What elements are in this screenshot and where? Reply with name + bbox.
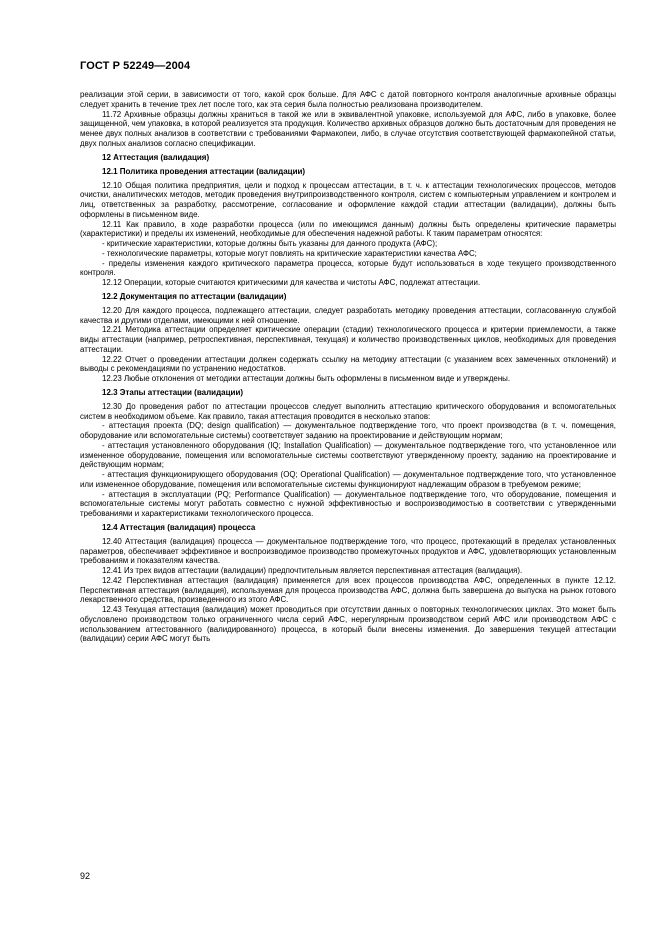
section-heading: 12.2 Документация по аттестации (валидации)	[102, 291, 287, 301]
page-number: 92	[80, 871, 91, 881]
paragraph: 12.30 До проведения работ по аттестации процессов следует выполнить аттестацию критического оборудования и вспомогательных систем в необходимом объеме. Как правило, такая аттестация проводится в несколько этапов:	[80, 401, 616, 421]
paragraph: 12.42 Перспективная аттестация (валидация) применяется для всех процессов производства АФС, определенных в пункте 12.12. Перспективная аттестация (валидация), используемая для процесса производства АФС, должна быть завершена до выпуска на рынок готового лекарственного средства, произведенного из этого АФС.	[80, 575, 616, 605]
paragraph: 12.43 Текущая аттестация (валидация) может проводиться при отсутствии данных о повторных технологических циклах. Это может быть обусловлено производством только ограниченного числа серий АФС, нерегулярным производством серий АФС или производством АФС с использованием аттестованного (валидированного) процесса, в который были внесены изменения. До завершения текущей аттестации (валидации) серии АФС могут быть	[80, 605, 616, 644]
paragraph: реализации этой серии, в зависимости от того, какой срок больше. Для АФС с датой повторного контроля аналогичные архивные образцы следует хранить в течение трех лет после того, как эта серия была полностью реализована производителем.	[80, 90, 616, 109]
paragraph: 12.12 Операции, которые считаются критическими для качества и чистоты АФС, подлежат аттестации.	[102, 278, 481, 287]
document-header: ГОСТ Р 52249—2004	[80, 60, 191, 72]
list-item: - пределы изменения каждого критического параметра процесса, которые будут использоваться в ходе текущего производственного контроля.	[80, 258, 616, 278]
list-item: - технологические параметры, которые могут повлиять на критические характеристики качества АФС;	[102, 248, 477, 258]
list-item: - аттестация в эксплуатации (PQ; Performance Qualification) — документальное подтверждение того, что оборудование, помещения и вспомогательные системы могут работать совместно с нужной эффективностью и воспроизводимостью в соответствии с утвержденными требованиями и характеристиками технологического процесса.	[80, 489, 616, 518]
section-heading: 12.3 Этапы аттестации (валидации)	[102, 387, 244, 397]
paragraph: 12.11 Как правило, в ходе разработки процесса (или по имеющимся данным) должны быть определены критические параметры (характеристики) и пределы их изменений, необходимые для обеспечения надежной работы. К таким параметрам относятся:	[80, 219, 616, 239]
paragraph: 12.22 Отчет о проведении аттестации должен содержать ссылку на методику аттестации (с указанием всех замеченных отклонений) и выводы с рекомендациями по устранению недостатков.	[80, 354, 616, 374]
list-item: - аттестация установленного оборудования (IQ; Installation Qualification) — документальное подтверждение того, что установленное или измененное оборудование, помещения или вспомогательные системы соответствуют утвержденному проекту, заданию на проектирование и действующим нормам;	[80, 440, 616, 470]
paragraph: 12.40 Аттестация (валидация) процесса — документальное подтверждение того, что процесс, протекающий в пределах установленных параметров, обеспечивает эффективное и воспроизводимое производство промежуточных продуктов и АФС, удовлетворяющих установленным требованиям и показателям качества.	[80, 536, 616, 566]
list-item: - аттестация проекта (DQ; design qualification) — документальное подтверждение того, что проект производства (в т. ч. помещения, оборудование или вспомогательные системы) соответствует заданию на проектирование и действующим нормам;	[80, 421, 616, 440]
paragraph: 11.72 Архивные образцы должны храниться в такой же или в эквивалентной упаковке, используемой для АФС, либо в упаковке, более защищенной, чем упаковка, в которой реализуется эта продукция. Количество архивных образцов должно быть достаточным для проведения не менее двух полных анализов в соответствии с требованиями Фармакопеи, либо, в случае отсутствия соответствующей фармакопейной статьи, двух полных анализов согласно спецификации.	[80, 109, 616, 148]
paragraph: 12.41 Из трех видов аттестации (валидации) предпочтительным является перспективная аттестация (валидация).	[102, 566, 523, 575]
section-heading: 12.4 Аттестация (валидация) процесса	[102, 522, 256, 532]
section-heading: 12.1 Политика проведения аттестации (валидации)	[102, 166, 306, 176]
section-heading: 12 Аттестация (валидация)	[102, 152, 210, 162]
paragraph: 12.21 Методика аттестации определяет критические операции (стадии) технологического процесса и критерии приемлемости, а также виды аттестации (например, ретроспективная, перспективная, текущая) и количество производственных циклов, необходимых для проведения аттестации.	[80, 325, 616, 354]
paragraph: 12.23 Любые отклонения от методики аттестации должны быть оформлены в письменном виде и утверждены.	[102, 374, 511, 383]
document-body	[80, 90, 616, 644]
list-item: - критические характеристики, которые должны быть указаны для данного продукта (АФС);	[102, 239, 438, 248]
list-item: - аттестация функционирующего оборудования (OQ; Operational Qualification) — документальное подтверждение того, что установленное или измененное оборудование, помещения или вспомогательные системы функционируют надлежащим образом в требуемом режиме;	[80, 470, 616, 489]
paragraph: 12.20 Для каждого процесса, подлежащего аттестации, следует разработать методику проведения аттестации, согласованную службой качества и другими отделами, имеющими к ней отношение.	[80, 305, 616, 325]
paragraph: 12.10 Общая политика предприятия, цели и подход к процессам аттестации, в т. ч. к аттестации технологических процессов, методов очистки, аналитических методов, методик проведения внутрипроизводственного контроля, систем с компьютерным управлением и контролем и лиц, ответственных за разработку, рассмотрение, согласование и оформление каждой стадии аттестации (валидации), должны быть оформлены в письменном виде.	[80, 180, 616, 219]
